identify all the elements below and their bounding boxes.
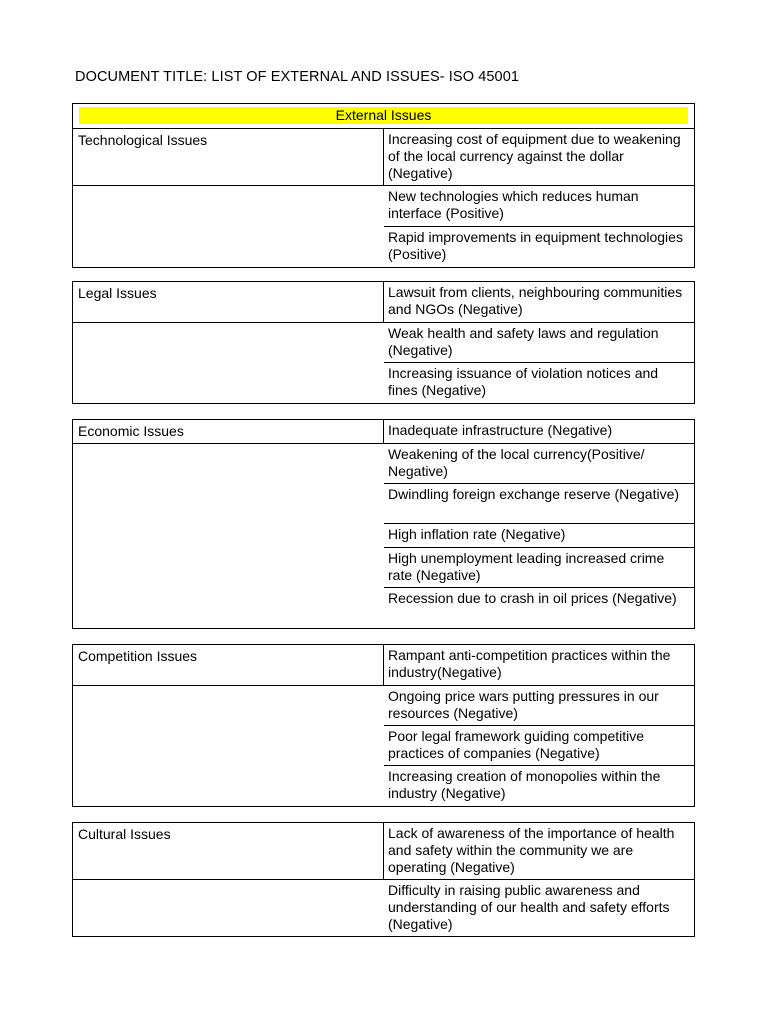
list-item: High inflation rate (Negative) — [384, 524, 694, 548]
list-item: Inadequate infrastructure (Negative) — [384, 420, 694, 444]
list-item: Difficulty in raising public awareness and understanding of our health and safety efforts (Negative) — [388, 882, 670, 932]
list-item: Increasing creation of monopolies within the industry (Negative) — [388, 768, 661, 801]
section-label: Legal Issues — [78, 285, 157, 301]
technological-label-cell — [73, 129, 384, 186]
legal-label-cell — [73, 282, 384, 323]
section-label: Economic Issues — [78, 423, 184, 439]
list-item: Lack of awareness of the importance of health and safety within the community we are operating (Negative) — [384, 823, 694, 880]
external-issues-header — [73, 104, 694, 129]
list-item: Rapid improvements in equipment technologies (Positive) — [388, 229, 683, 262]
list-item: Rampant anti-competition practices within the industry(Negative) — [384, 645, 694, 686]
cultural-label-cell — [73, 823, 384, 880]
list-item: Lawsuit from clients, neighbouring communities and NGOs (Negative) — [384, 282, 694, 323]
list-item: New technologies which reduces human interface (Positive) — [384, 186, 694, 227]
section-label: Technological Issues — [78, 132, 208, 148]
list-item: High unemployment leading increased crime rate (Negative) — [384, 548, 694, 588]
legal-issues-table — [72, 281, 695, 404]
list-item: Increasing cost of equipment due to weakening of the local currency against the dollar (Negative) — [384, 129, 694, 186]
list-item: Weak health and safety laws and regulation (Negative) — [384, 323, 694, 363]
section-label: Cultural Issues — [78, 826, 171, 842]
list-item: Weakening of the local currency(Positive/ Negative) — [384, 444, 694, 484]
competition-issues-table — [72, 644, 695, 807]
external-issues-header-label: External Issues — [79, 107, 688, 124]
cultural-issues-table — [72, 822, 695, 937]
section-label: Competition Issues — [78, 648, 198, 664]
economic-issues-table — [72, 419, 695, 629]
competition-label-cell — [73, 645, 384, 686]
list-item: Increasing issuance of violation notices and fines (Negative) — [388, 365, 659, 398]
document-title: DOCUMENT TITLE: LIST OF EXTERNAL AND ISSUES- ISO 45001 — [75, 69, 520, 85]
list-item: Recession due to crash in oil prices (Negative) — [388, 590, 677, 606]
list-item: Ongoing price wars putting pressures in our resources (Negative) — [384, 686, 694, 726]
list-item: Poor legal framework guiding competitive practices of companies (Negative) — [384, 726, 694, 766]
economic-label-cell — [73, 420, 384, 444]
technological-issues-table — [72, 103, 695, 268]
list-item: Dwindling foreign exchange reserve (Negative) — [384, 484, 694, 524]
